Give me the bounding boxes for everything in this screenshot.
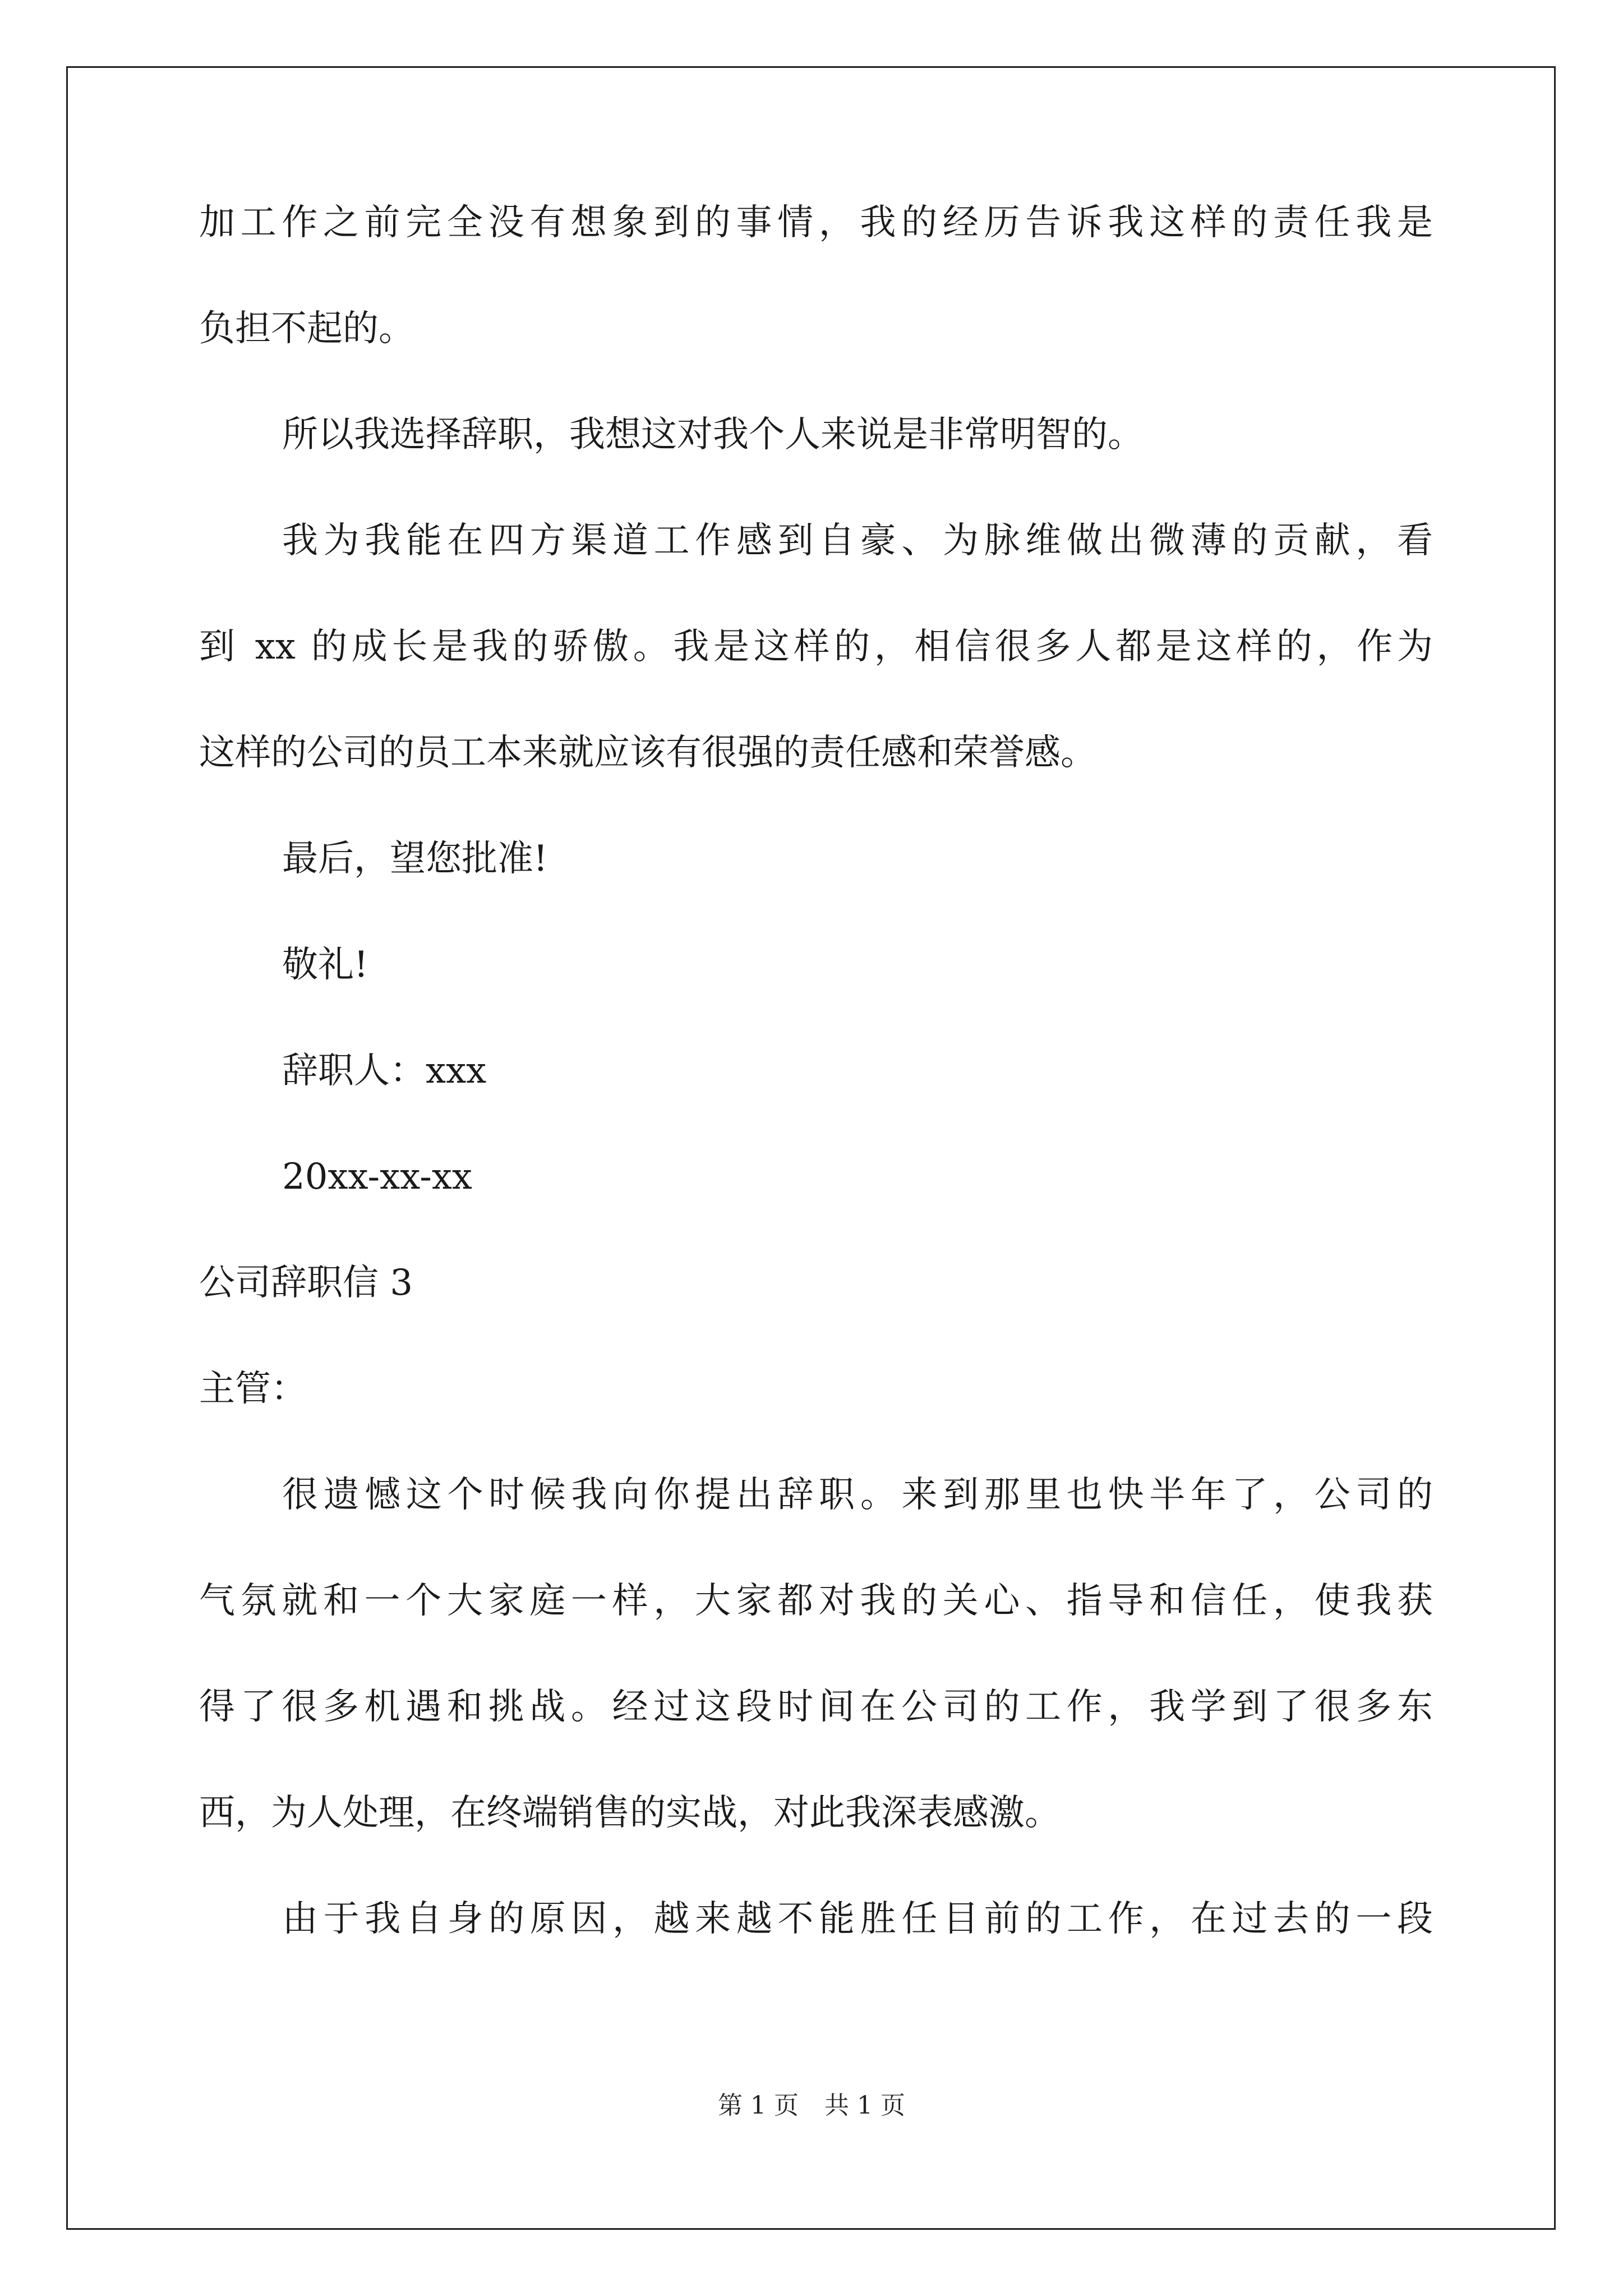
paragraph-line: 所以我选择辞职，我想这对我个人来说是非常明智的。 xyxy=(282,414,1144,455)
paragraph-line: 得了很多机遇和挑战。经过这段时间在公司的工作，我学到了很多东 xyxy=(199,1686,1433,1728)
document-body xyxy=(199,199,1433,1943)
paragraph-line: 我为我能在四方渠道工作感到自豪、为脉维做出微薄的贡献，看 xyxy=(282,520,1433,562)
page-total: 共 1 页 xyxy=(824,2091,905,2120)
paragraph-line: 这样的公司的员工本来就应该有很强的责任感和荣誉感。 xyxy=(199,732,1096,774)
signer-line: 辞职人：xxx xyxy=(282,1050,487,1092)
paragraph-line: 气氛就和一个大家庭一样，大家都对我的关心、指导和信任，使我获 xyxy=(199,1580,1433,1622)
section-heading: 公司辞职信 3 xyxy=(199,1262,413,1304)
page-number: 第 1 页 xyxy=(718,2091,799,2120)
page-footer xyxy=(0,2091,1623,2121)
paragraph-line: 到 xx 的成长是我的骄傲。我是这样的，相信很多人都是这样的，作为 xyxy=(199,626,1433,668)
paragraph-line: 由于我自身的原因，越来越不能胜任目前的工作，在过去的一段 xyxy=(282,1898,1433,1940)
paragraph-line: 很遗憾这个时候我向你提出辞职。来到那里也快半年了，公司的 xyxy=(282,1474,1433,1516)
recipient-line: 主管： xyxy=(199,1368,307,1410)
paragraph-line: 加工作之前完全没有想象到的事情，我的经历告诉我这样的责任我是 xyxy=(199,202,1433,243)
salutation-line: 敬礼! xyxy=(282,944,368,986)
closing-line: 最后，望您批准! xyxy=(282,838,548,880)
date-line: 20xx-xx-xx xyxy=(282,1156,472,1198)
paragraph-line: 西，为人处理，在终端销售的实战，对此我深表感激。 xyxy=(199,1792,1061,1834)
paragraph-line: 负担不起的。 xyxy=(199,308,414,349)
